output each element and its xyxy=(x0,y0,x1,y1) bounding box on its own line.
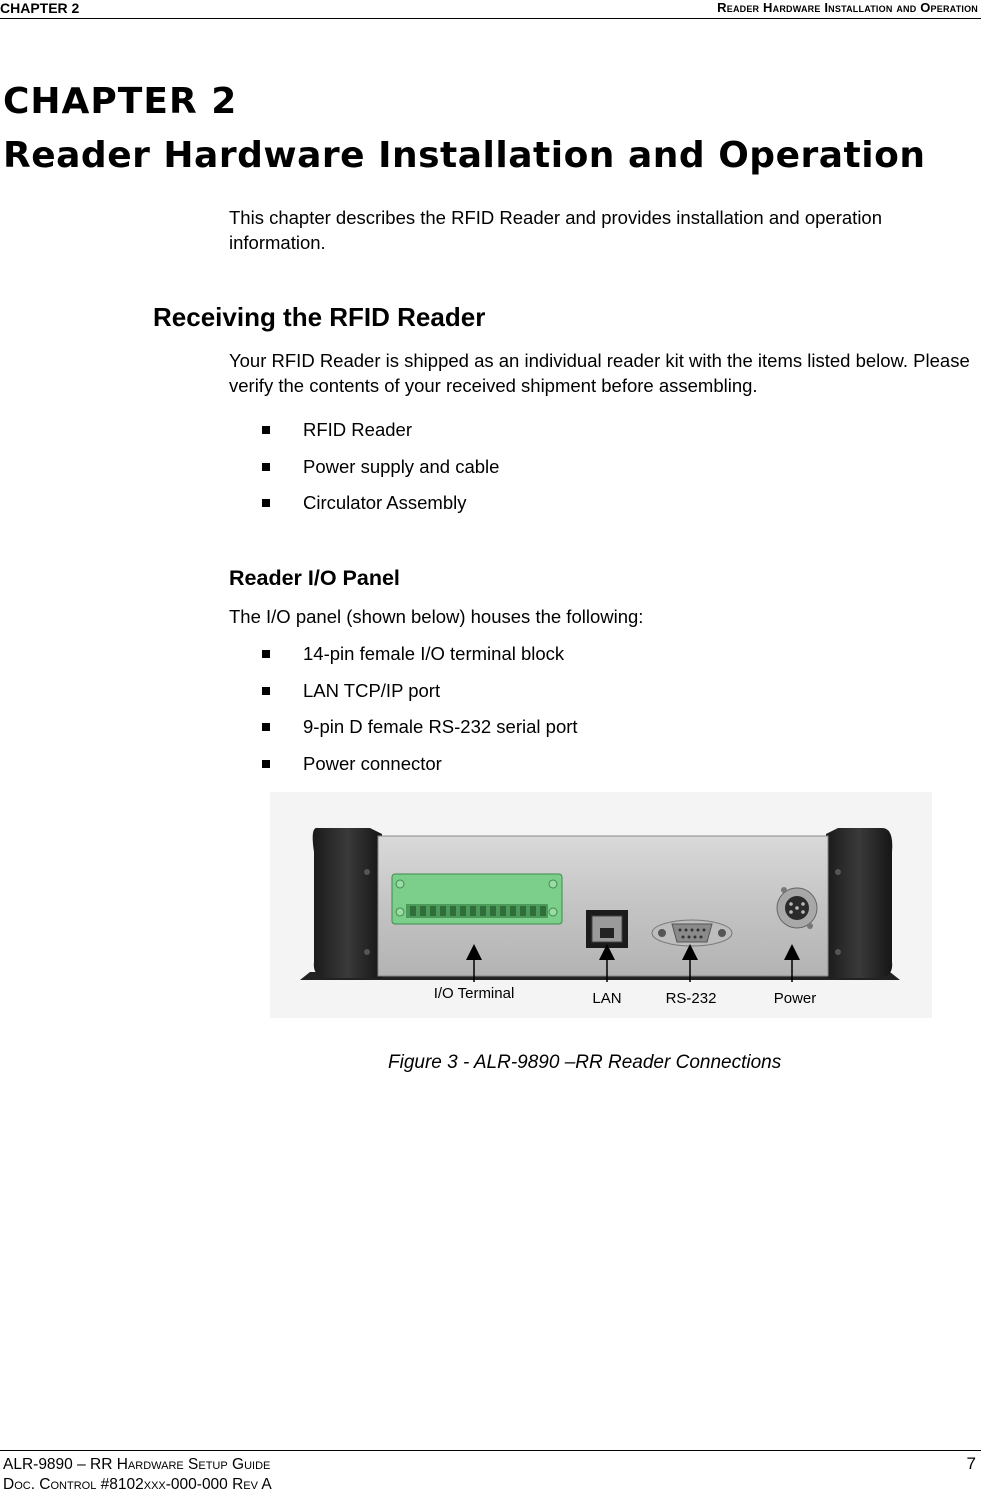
footer-guide-title: ALR-9890 – RR Hardware Setup Guide xyxy=(3,1456,271,1473)
page-number: 7 xyxy=(966,1454,976,1473)
screw-icon xyxy=(835,949,841,955)
io-panel-paragraph: The I/O panel (shown below) houses the following: xyxy=(229,606,644,627)
section-heading-receiving: Receiving the RFID Reader xyxy=(153,302,486,332)
screw-icon xyxy=(835,869,841,875)
section-heading-io-panel: Reader I/O Panel xyxy=(229,566,400,590)
header-divider xyxy=(0,18,981,19)
reader-io-panel-figure xyxy=(270,792,932,1018)
rs232-port xyxy=(652,920,732,946)
figure-caption: Figure 3 - ALR-9890 –RR Reader Connections xyxy=(388,1052,782,1073)
bullet-square-icon xyxy=(262,426,270,434)
right-end-cap xyxy=(826,828,892,978)
bullet-square-icon xyxy=(262,650,270,658)
bullet-square-icon xyxy=(262,463,270,471)
screw-icon xyxy=(364,949,370,955)
bullet-square-icon xyxy=(262,723,270,731)
footer-divider xyxy=(0,1450,981,1451)
power-label: Power xyxy=(773,990,817,1007)
io-terminal-block xyxy=(392,874,562,924)
bullet-square-icon xyxy=(262,687,270,695)
bullet-square-icon xyxy=(262,499,270,507)
left-end-cap xyxy=(313,828,382,978)
chapter-title: Reader Hardware Installation and Operation xyxy=(3,135,926,176)
io-terminal-label: I/O Terminal xyxy=(433,985,515,1002)
footer-doc-control: Doc. Control #8102xxx-000-000 Rev A xyxy=(3,1476,272,1493)
running-header-title: Reader Hardware Installation and Operation xyxy=(717,0,978,15)
receiving-paragraph: Your RFID Reader is shipped as an individual reader kit with the items listed below. Please verify the contents of your received shipment before assembling. xyxy=(229,350,970,396)
lan-port xyxy=(586,910,628,948)
power-connector xyxy=(777,887,817,929)
bullet-square-icon xyxy=(262,760,270,768)
rs232-label: RS-232 xyxy=(665,990,717,1007)
running-header-chapter: CHAPTER 2 xyxy=(0,0,80,16)
screw-icon xyxy=(364,869,370,875)
lan-label: LAN xyxy=(592,990,622,1007)
chapter-intro: This chapter describes the RFID Reader and provides installation and operation information. xyxy=(229,207,883,253)
chapter-number: CHAPTER 2 xyxy=(3,81,238,122)
